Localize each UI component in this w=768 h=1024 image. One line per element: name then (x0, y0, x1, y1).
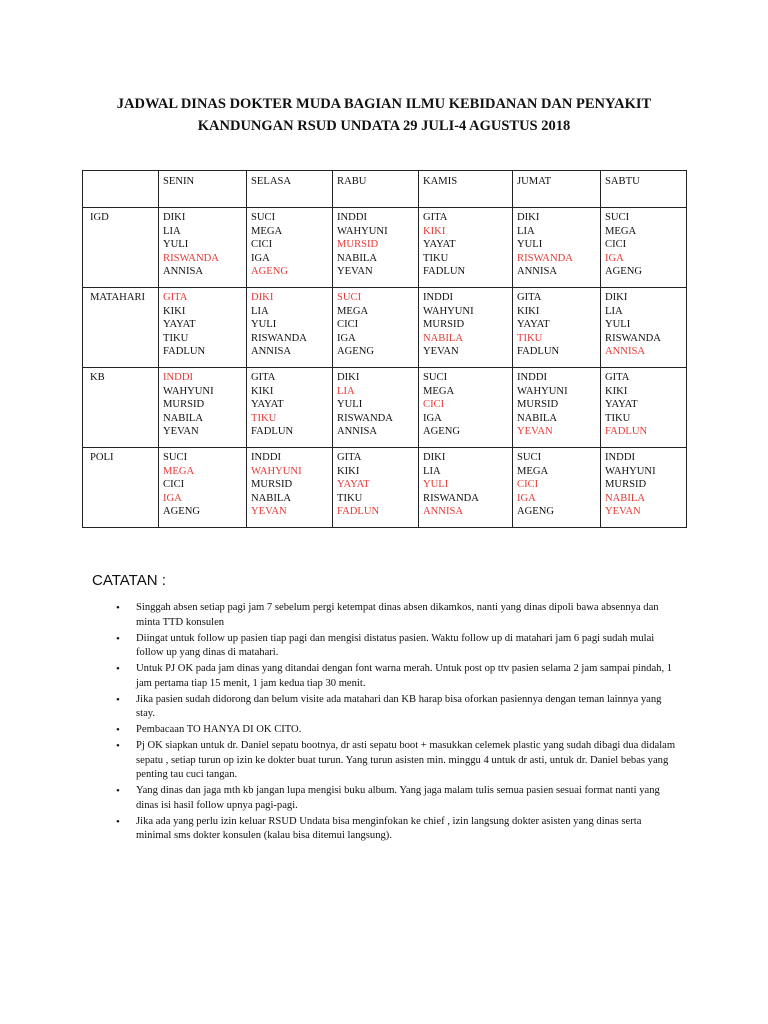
schedule-cell (333, 208, 419, 288)
duty-name: SUCI (517, 451, 542, 463)
notes-list (98, 601, 678, 845)
duty-name: IGA (423, 412, 442, 424)
duty-name: YEVAN (423, 346, 459, 358)
duty-name: RISWANDA (251, 332, 307, 344)
duty-name: LIA (605, 305, 623, 317)
title-line-2: KANDUNGAN RSUD UNDATA 29 JULI-4 AGUSTUS 2018 (197, 118, 571, 134)
duty-schedule-table (82, 170, 687, 528)
day-header-sabtu: SABTU (601, 171, 687, 208)
duty-name: NABILA (337, 252, 378, 264)
duty-name: LIA (251, 305, 269, 317)
duty-name-highlighted: MEGA (163, 465, 195, 477)
duty-name: LIA (517, 225, 535, 237)
row-label-igd: IGD (83, 208, 159, 288)
duty-name: INDDI (251, 451, 282, 463)
note-item (98, 601, 678, 630)
duty-name-highlighted: CICI (517, 479, 539, 491)
row-label-kb: KB (83, 367, 159, 447)
duty-name-highlighted: ANNISA (605, 346, 646, 358)
schedule-cell (247, 447, 333, 527)
note-text: Singgah absen setiap pagi jam 7 sebelum pergi ketempat dinas absen dikamkos, nanti yang dinas dipoli bawa absennya dan minta TTD konsulen (136, 602, 659, 628)
duty-name-highlighted: RISWANDA (517, 252, 573, 264)
duty-name-highlighted: WAHYUNI (251, 465, 302, 477)
duty-name-highlighted: KIKI (423, 225, 446, 237)
duty-name-highlighted: IGA (605, 252, 624, 264)
schedule-cell (419, 447, 513, 527)
duty-name: DIKI (163, 212, 186, 223)
duty-name: SUCI (605, 212, 630, 223)
duty-name: INDDI (517, 371, 548, 383)
duty-name: LIA (163, 225, 181, 237)
schedule-cell (247, 287, 333, 367)
duty-name: FADLUN (517, 346, 560, 358)
duty-name: GITA (517, 291, 542, 303)
duty-name: GITA (337, 451, 362, 463)
duty-name: GITA (423, 212, 448, 223)
duty-name: MEGA (337, 305, 369, 317)
duty-name: CICI (337, 319, 359, 331)
duty-name-highlighted: LIA (337, 385, 355, 397)
day-header-selasa: SELASA (247, 171, 333, 208)
duty-name-highlighted: YEVAN (251, 506, 287, 518)
duty-name: KIKI (163, 305, 186, 317)
duty-name-highlighted: NABILA (423, 332, 464, 344)
note-item (98, 723, 678, 738)
schedule-cell (333, 447, 419, 527)
duty-name: YULI (337, 399, 363, 411)
duty-name-highlighted: CICI (423, 399, 445, 411)
note-text: Diingat untuk follow up pasien tiap pagi dan mengisi distatus pasien. Waktu follow up di matahari jam 6 pagi sudah mulai follow up yang dinas di matahari. (136, 632, 655, 658)
row-label-poli: POLI (83, 447, 159, 527)
duty-name-highlighted: IGA (517, 492, 536, 504)
duty-name: ANNISA (517, 266, 558, 278)
notes-heading: CATATAN : (92, 572, 166, 589)
bullet-dot-icon: • (116, 785, 120, 797)
schedule-cell (159, 287, 247, 367)
bullet-dot-icon: • (116, 663, 120, 675)
duty-name: ANNISA (163, 266, 204, 278)
duty-name: MURSID (423, 319, 465, 331)
duty-name-highlighted: YULI (423, 479, 449, 491)
schedule-cell (333, 367, 419, 447)
duty-name: YAYAT (423, 239, 456, 251)
note-text: Jika ada yang perlu izin keluar RSUD Undata bisa menginfokan ke chief , izin langsung dokter asisten yang dinas serta minimal sms dokter konsulen (kalau bisa ditemui langsung). (136, 815, 642, 841)
duty-name: TIKU (337, 492, 363, 504)
schedule-cell (601, 367, 687, 447)
schedule-cell (601, 287, 687, 367)
duty-name: GITA (251, 371, 276, 383)
day-header-rabu: RABU (333, 171, 419, 208)
row-label-matahari: MATAHARI (83, 287, 159, 367)
schedule-row-igd (83, 208, 687, 288)
duty-name-highlighted: GITA (163, 291, 188, 303)
duty-name: WAHYUNI (423, 305, 474, 317)
duty-name: AGENG (163, 506, 201, 518)
duty-name: INDDI (605, 451, 636, 463)
duty-name-highlighted: MURSID (337, 239, 379, 251)
duty-name: MEGA (517, 465, 549, 477)
note-text: Pembacaan TO HANYA DI OK CITO. (136, 724, 302, 735)
duty-name: YAYAT (163, 319, 196, 331)
duty-name: RISWANDA (337, 412, 393, 424)
duty-name: AGENG (423, 426, 461, 438)
duty-name-highlighted: RISWANDA (163, 252, 219, 264)
duty-name: TIKU (163, 332, 189, 344)
schedule-row-kb (83, 367, 687, 447)
duty-name: NABILA (517, 412, 558, 424)
note-text: Pj OK siapkan untuk dr. Daniel sepatu bootnya, dr asti sepatu boot + masukkan celemek plastic yang sudah dibagi dua didalam sepatu , setiap turun op izin ke dokter buat turun. Yang turun asisten min. minggu 4 untuk dr asti, untuk dr. Daniel bebas yang penting tau cuci tangan. (136, 740, 676, 780)
duty-name: DIKI (423, 451, 446, 463)
duty-name: MEGA (251, 225, 283, 237)
note-text: Yang dinas dan jaga mth kb jangan lupa mengisi buku album. Yang jaga malam tulis semua pasien sesuai format nanti yang dinas isi hasil follow upnya pagi-pagi. (136, 785, 660, 811)
schedule-cell (419, 287, 513, 367)
title-line-1: JADWAL DINAS DOKTER MUDA BAGIAN ILMU KEBIDANAN DAN PENYAKIT (116, 96, 652, 112)
duty-name: YULI (605, 319, 631, 331)
day-header-kamis: KAMIS (419, 171, 513, 208)
duty-name: AGENG (605, 266, 643, 278)
schedule-row-matahari (83, 287, 687, 367)
duty-name: FADLUN (251, 426, 294, 438)
duty-name: MEGA (423, 385, 455, 397)
duty-name: MURSID (605, 479, 647, 491)
duty-name: NABILA (163, 412, 204, 424)
duty-name-highlighted: DIKI (251, 291, 274, 303)
schedule-cell (601, 208, 687, 288)
duty-name: KIKI (251, 385, 274, 397)
schedule-cell (159, 367, 247, 447)
duty-name: DIKI (337, 371, 360, 383)
duty-name: INDDI (423, 291, 454, 303)
note-item (98, 815, 678, 844)
note-item (98, 632, 678, 661)
duty-name: FADLUN (423, 266, 466, 278)
duty-name-highlighted: NABILA (605, 492, 646, 504)
duty-name: RISWANDA (605, 332, 661, 344)
schedule-cell (333, 287, 419, 367)
duty-name: TIKU (605, 412, 631, 424)
note-item (98, 784, 678, 813)
duty-name-highlighted: FADLUN (337, 506, 380, 518)
duty-name: YEVAN (337, 266, 373, 278)
duty-name-highlighted: SUCI (337, 291, 362, 303)
duty-name: YAYAT (251, 399, 284, 411)
day-header-jumat: JUMAT (513, 171, 601, 208)
duty-name: MURSID (251, 479, 293, 491)
duty-name: WAHYUNI (517, 385, 568, 397)
note-text: Untuk PJ OK pada jam dinas yang ditandai dengan font warna merah. Untuk post op ttv pasien selama 2 jam sampai pindah, 1 jam pertama tiap 15 menit, 1 jam kedua tiap 30 menit. (136, 663, 673, 689)
document-title (60, 93, 708, 137)
duty-name: NABILA (251, 492, 292, 504)
schedule-cell (513, 208, 601, 288)
duty-name: YEVAN (163, 426, 199, 438)
duty-name: FADLUN (163, 346, 206, 358)
duty-name: YULI (163, 239, 189, 251)
duty-name: ANNISA (337, 426, 378, 438)
bullet-dot-icon: • (116, 693, 120, 706)
schedule-cell (419, 367, 513, 447)
duty-name: CICI (163, 479, 185, 491)
duty-name: KIKI (605, 385, 628, 397)
duty-name: CICI (605, 239, 627, 251)
duty-name: MEGA (605, 225, 637, 237)
duty-name-highlighted: TIKU (517, 332, 543, 344)
duty-name: MURSID (163, 399, 205, 411)
day-header-senin: SENIN (159, 171, 247, 208)
schedule-cell (247, 208, 333, 288)
schedule-cell (159, 447, 247, 527)
bullet-dot-icon: • (116, 602, 120, 614)
duty-name-highlighted: IGA (163, 492, 182, 504)
schedule-cell (513, 367, 601, 447)
schedule-body (83, 171, 687, 528)
schedule-cell (247, 367, 333, 447)
duty-name: TIKU (423, 252, 449, 264)
duty-name-highlighted: YEVAN (517, 426, 553, 438)
corner-cell (83, 171, 159, 208)
duty-name: WAHYUNI (337, 225, 388, 237)
duty-name: ANNISA (251, 346, 292, 358)
bullet-dot-icon: • (116, 632, 120, 645)
duty-name: WAHYUNI (163, 385, 214, 397)
duty-name: YULI (251, 319, 277, 331)
duty-name: DIKI (517, 212, 540, 223)
schedule-row-poli (83, 447, 687, 527)
duty-name: YAYAT (605, 399, 638, 411)
duty-name: SUCI (423, 371, 448, 383)
duty-name-highlighted: FADLUN (605, 426, 648, 438)
duty-name: MURSID (517, 399, 559, 411)
duty-name-highlighted: TIKU (251, 412, 277, 424)
duty-name: GITA (605, 371, 630, 383)
schedule-header-row (83, 171, 687, 208)
note-item (98, 693, 678, 722)
duty-name: DIKI (605, 291, 628, 303)
duty-name: SUCI (251, 212, 276, 223)
duty-name-highlighted: YAYAT (337, 479, 370, 491)
duty-name-highlighted: YEVAN (605, 506, 641, 518)
duty-name: YAYAT (517, 319, 550, 331)
note-item (98, 739, 678, 783)
duty-name: IGA (251, 252, 270, 264)
duty-name: YULI (517, 239, 543, 251)
duty-name-highlighted: INDDI (163, 371, 194, 383)
duty-name: CICI (251, 239, 273, 251)
note-item (98, 662, 678, 691)
schedule-cell (513, 447, 601, 527)
schedule-cell (513, 287, 601, 367)
duty-name: AGENG (337, 346, 375, 358)
bullet-dot-icon: • (116, 724, 120, 736)
note-text: Jika pasien sudah didorong dan belum visite ada matahari dan KB harap bisa oforkan pasiennya dengan teman lainnya yang stay. (136, 693, 662, 719)
duty-name: SUCI (163, 451, 188, 463)
duty-name: IGA (337, 332, 356, 344)
duty-name: KIKI (517, 305, 540, 317)
duty-name: INDDI (337, 212, 368, 223)
duty-name: AGENG (517, 506, 555, 518)
duty-name: WAHYUNI (605, 465, 656, 477)
duty-name-highlighted: AGENG (251, 266, 289, 278)
duty-name: LIA (423, 465, 441, 477)
schedule-cell (601, 447, 687, 527)
schedule-cell (419, 208, 513, 288)
duty-name: RISWANDA (423, 492, 479, 504)
schedule-cell (159, 208, 247, 288)
bullet-dot-icon: • (116, 740, 120, 752)
duty-name: KIKI (337, 465, 360, 477)
bullet-dot-icon: • (116, 815, 120, 828)
duty-name-highlighted: ANNISA (423, 506, 464, 518)
